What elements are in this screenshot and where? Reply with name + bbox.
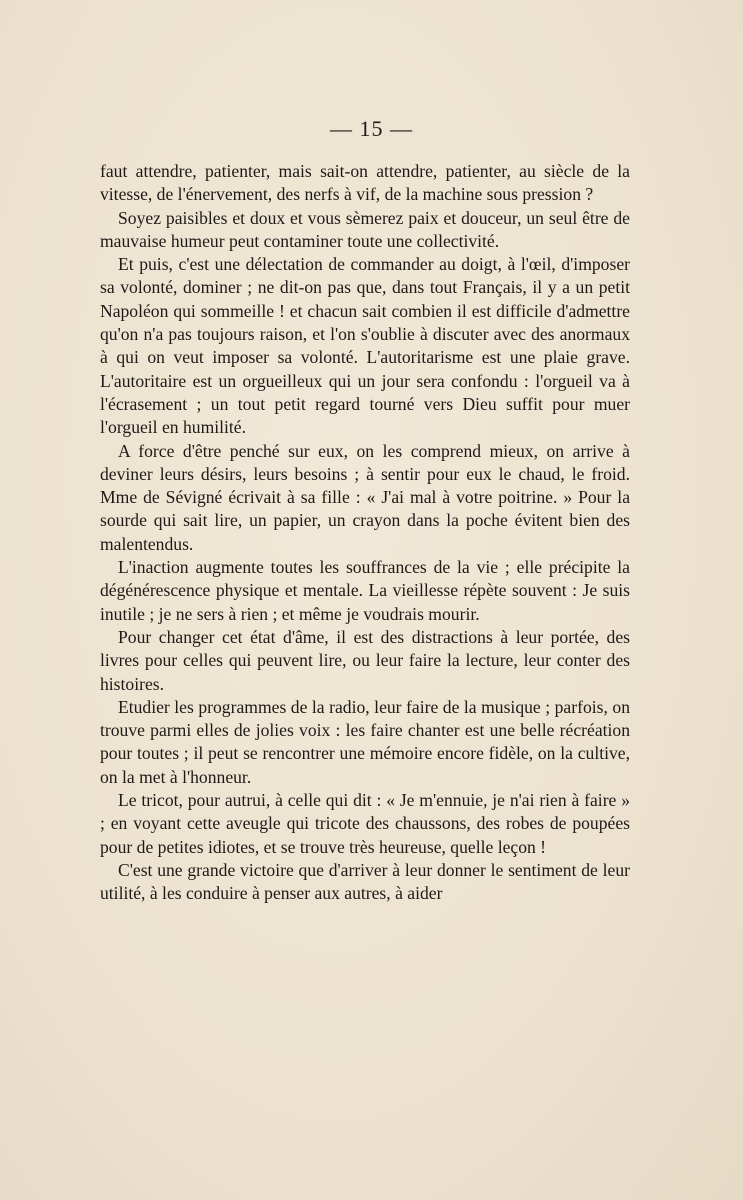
paragraph: A force d'être penché sur eux, on les comprend mieux, on arrive à deviner leurs désirs, leurs besoins ; à sentir pour eux le chaud, le froid. Mme de Sévigné écrivait à sa fille : « J'ai mal à votre poitrine. » Pour la sourde qui sait lire, un papier, un crayon dans la poche évitent bien des malentendus. <box>100 440 630 554</box>
paragraph: faut attendre, patienter, mais sait-on attendre, patienter, au siècle de la vitesse, de l'énervement, des nerfs à vif, de la machine sous pression ? <box>100 161 630 205</box>
paragraph: L'inaction augmente toutes les souffrances de la vie ; elle précipite la dégénérescence physique et mentale. La vieillesse répète souvent : Je suis inutile ; je ne sers à rien ; et même je voudrais mourir. <box>100 557 630 624</box>
paragraph: Soyez paisibles et doux et vous sèmerez paix et douceur, un seul être de mauvaise humeur peut contaminer toute une collectivité. <box>100 207 630 251</box>
paragraph: Le tricot, pour autrui, à celle qui dit : « Je m'ennuie, je n'ai rien à faire » ; en voyant cette aveugle qui tricote des chaussons, des robes de poupées pour de petites idiotes, et se trouve très heureuse, quelle leçon ! <box>100 790 630 857</box>
paragraph: Etudier les programmes de la radio, leur faire de la musique ; parfois, on trouve parmi elles de jolies voix : les faire chanter est une belle récréation pour toutes ; il peut se rencontrer une mémoire encore fidèle, on la cultive, on la met à l'honneur. <box>100 696 630 787</box>
paragraph: Pour changer cet état d'âme, il est des distractions à leur portée, des livres pour celles qui peuvent lire, ou leur faire la lecture, leur conter des histoires. <box>100 626 630 694</box>
body-text <box>100 160 630 906</box>
paragraph: Et puis, c'est une délectation de commander au doigt, à l'œil, d'imposer sa volonté, dominer ; ne dit-on pas que, dans tout Français, il y a un petit Napoléon qui sommeille ! et chacun sait combien il est difficile d'admettre qu'on n'a pas toujours raison, et l'on s'oublie à discuter avec des anormaux à qui on veut imposer sa volonté. L'autoritarisme est une plaie grave. L'autoritaire est un orgueilleux qui un jour sera confondu : l'orgueil va à l'écrasement ; un tout petit regard tourné vers Dieu suffit pour muer l'orgueil en humilité. <box>100 254 630 438</box>
paragraph: C'est une grande victoire que d'arriver à leur donner le sentiment de leur utilité, à les conduire à penser aux autres, à aider <box>100 859 630 904</box>
page-number: — 15 — <box>330 116 413 141</box>
